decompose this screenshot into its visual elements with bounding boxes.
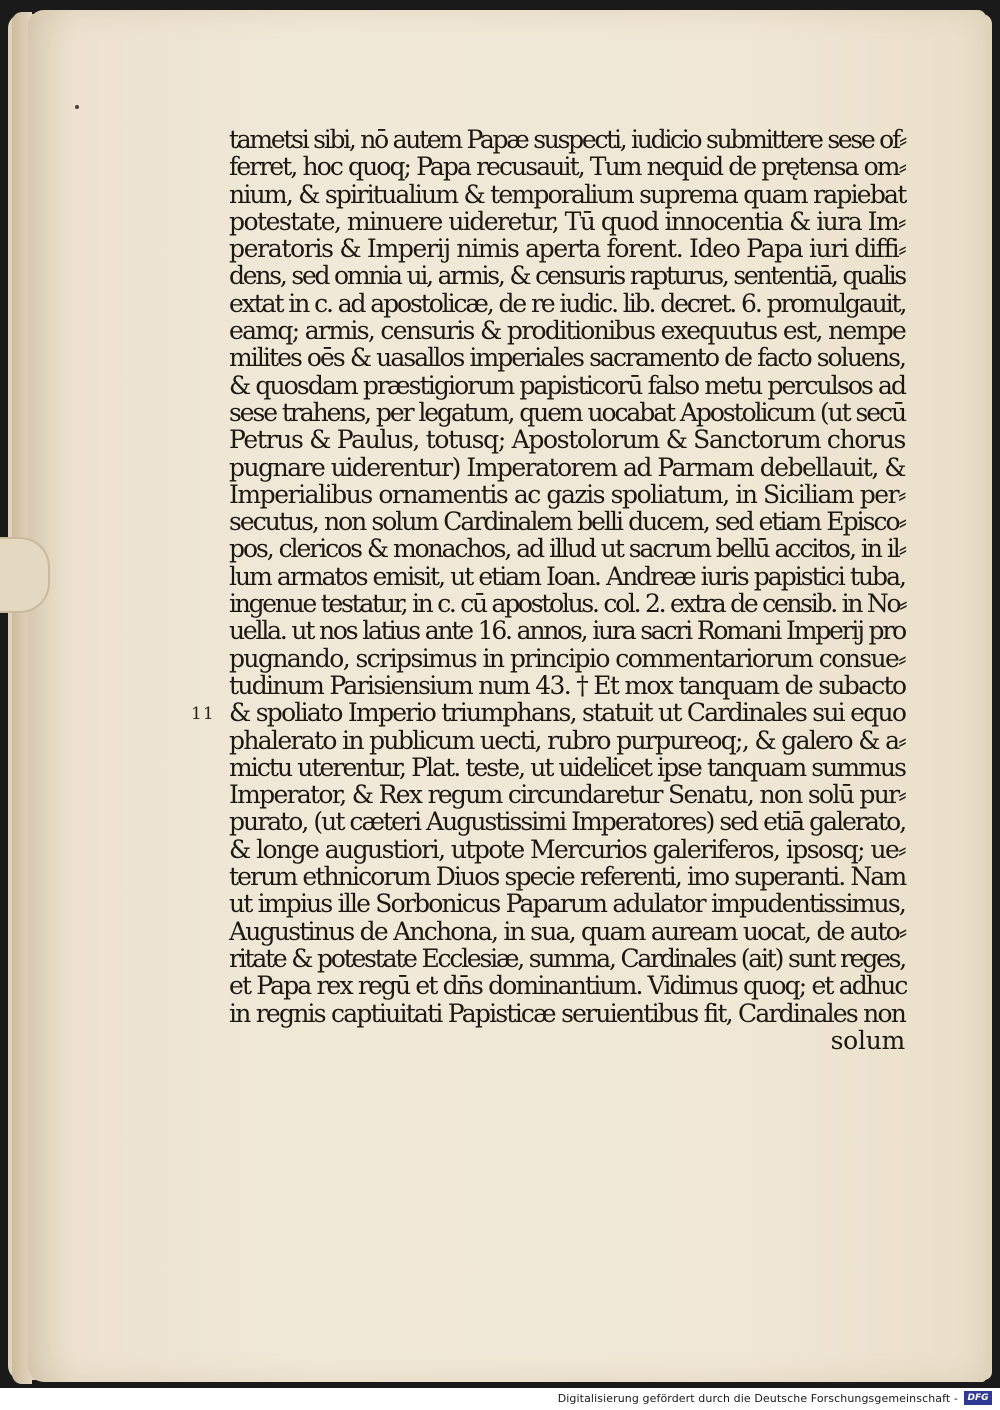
text-line: extat in c. ad apostolicæ, de re iudic. lib. decret. 6. promulgauit,: [229, 288, 906, 318]
text-line: tametsi sibi, nō autem Papæ suspecti, iudicio submittere sese of⸗: [229, 125, 906, 154]
text-line: nium, & spiritualium & temporalium suprema quam rapiebat: [229, 179, 906, 209]
text-line: lum armatos emisit, ut etiam Ioan. Andreæ iuris papistici tuba,: [229, 561, 905, 591]
text-line: Petrus & Paulus, totusq; Apostolorum & Sanctorum chorus: [229, 425, 905, 455]
margin-number: 11: [191, 704, 215, 724]
text-line: Augustinus de Anchona, in sua, quam auream uocat, de auto⸗: [229, 916, 906, 946]
text-line: purato, (ut cæteri Augustissimi Imperatores) sed etiā galerato,: [229, 807, 906, 837]
dfg-logo: DFG: [964, 1391, 992, 1405]
text-line: Imperator, & Rex regum circundaretur Senatu, non solū pur⸗: [229, 780, 905, 810]
text-line: & quosdam præstigiorum papisticorū falso metu perculsos ad: [229, 370, 906, 400]
text-line: dens, sed omnia ui, armis, & censuris rapturus, sententiā, qualis: [229, 261, 905, 291]
text-line: milites oēs & uasallos imperiales sacramento de facto soluens,: [229, 343, 905, 373]
funding-credit: Digitalisierung gefördert durch die Deutsche Forschungsgemeinschaft -: [557, 1392, 958, 1405]
text-line: tudinum Parisiensium num 43. † Et mox tanquam de subacto: [229, 670, 906, 700]
binding-clip: [0, 537, 50, 613]
text-line: pugnando, scripsimus in principio commentariorum consue⸗: [229, 643, 905, 673]
text-line: peratoris & Imperij nimis aperta forent. Ideo Papa iuri diffi⸗: [229, 234, 906, 264]
text-line: phalerato in publicum uecti, rubro purpureoq;, & galero & a⸗: [229, 725, 905, 755]
text-line: & spoliato Imperio triumphans, statuit ut Cardinales sui equo: [229, 698, 906, 728]
text-line: in regnis captiuitati Papisticæ seruientibus fit, Cardinales non: [229, 998, 906, 1028]
text-line: pos, clericos & monachos, ad illud ut sacrum bellū accitos, in il⸗: [229, 534, 906, 564]
text-line: ingenue testatur, in c. cū apostolus. col. 2. extra de censib. in No⸗: [229, 589, 906, 619]
text-line: secutus, non solum Cardinalem belli ducem, sed etiam Episco⸗: [229, 507, 905, 537]
text-line: et Papa rex regū et dn̄s dominantium. Vidimus quoq; et adhuc: [229, 971, 907, 1001]
text-line: solum: [830, 1025, 905, 1055]
text-line: terum ethnicorum Diuos specie referenti, imo superanti. Nam: [229, 862, 906, 892]
text-line: uella. ut nos latius ante 16. annos, iura sacri Romani Imperij pro: [229, 616, 905, 646]
footer-bar: [0, 1388, 1000, 1410]
text-line: & longe augustiori, utpote Mercurios galeriferos, ipsosq; ue⸗: [229, 834, 905, 864]
text-line: ferret, hoc quoq; Papa recusauit, Tum nequid de prętensa om⸗: [229, 152, 905, 182]
text-line: pugnare uiderentur) Imperatorem ad Parmam debellauit, &: [229, 452, 905, 482]
text-line: sese trahens, per legatum, quem uocabat Apostolicum (ut secū: [229, 397, 905, 427]
text-block: [229, 126, 905, 1054]
text-line: mictu uterentur, Plat. teste, ut uidelicet ipse tanquam summus: [229, 752, 905, 782]
text-line: ut impius ille Sorbonicus Paparum adulator impudentissimus,: [229, 889, 905, 919]
text-line: ritate & potestate Ecclesiæ, summa, Cardinales (ait) sunt reges,: [229, 943, 906, 973]
ink-speck: [75, 105, 79, 109]
text-line: Imperialibus ornamentis ac gazis spoliatum, in Siciliam per⸗: [229, 479, 905, 509]
text-line: potestate, minuere uideretur, Tū quod innocentia & iura Im⸗: [229, 206, 905, 236]
text-line: eamq; armis, censuris & proditionibus exequutus est, nempe: [229, 316, 906, 346]
